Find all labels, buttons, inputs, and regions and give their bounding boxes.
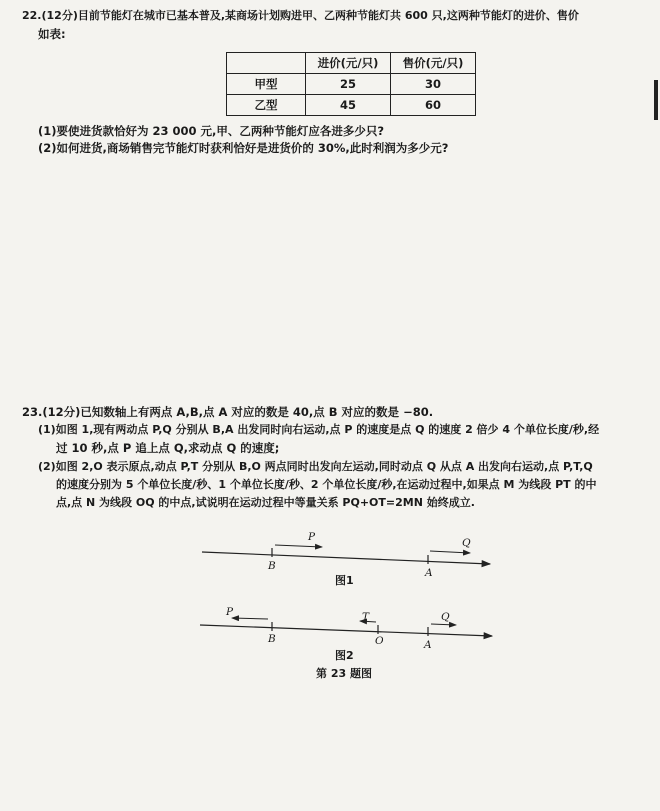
q22-title-line2: 如表:	[38, 27, 66, 41]
q23-line1: 23.(12分)已知数轴上有两点 A,B,点 A 对应的数是 40,点 B 对应的数是 −80.	[22, 405, 434, 419]
question-figure-caption: 第 23 题图	[316, 667, 372, 680]
table-cell: 30	[391, 74, 476, 95]
table-cell: 60	[391, 95, 476, 116]
table-header-cell: 进价(元/只)	[306, 53, 391, 74]
fig2-label-b: B	[268, 633, 276, 645]
fig2-label-o: O	[375, 635, 384, 647]
arrow-p-fig2	[232, 618, 268, 619]
arrow-q-fig1	[430, 551, 470, 553]
fig2-label-t: T	[362, 611, 370, 623]
q22-title-line1: 22.(12分)目前节能灯在城市已基本普及,某商场计划购进甲、乙两种节能灯共 600 只,这两种节能灯的进价、售价	[22, 9, 579, 22]
q23-line3: 过 10 秒,点 P 追上点 Q,求动点 Q 的速度;	[56, 441, 280, 455]
table-cell: 甲型	[227, 74, 306, 95]
fig2-label-q: Q	[441, 611, 450, 623]
page-edge-mark	[654, 80, 658, 120]
fig1-label-a: A	[425, 567, 433, 579]
table-cell: 乙型	[227, 95, 306, 116]
fig2-label-p: P	[226, 606, 234, 618]
table-cell: 45	[306, 95, 391, 116]
figure1-number-line	[202, 545, 490, 564]
figure1-caption: 图1	[335, 574, 354, 587]
q22-sub2: (2)如何进货,商场销售完节能灯时获利恰好是进货价的 30%,此时利润为多少元?	[38, 141, 449, 155]
q23-line4: (2)如图 2,O 表示原点,动点 P,T 分别从 B,O 两点同时出发向左运动,同时动点 Q 从点 A 出发向右运动,点 P,T,Q	[38, 460, 593, 473]
fig2-label-a: A	[424, 639, 432, 651]
fig1-label-p: P	[308, 531, 316, 543]
table-header-cell: 售价(元/只)	[391, 53, 476, 74]
fig1-label-q: Q	[462, 537, 471, 549]
table-cell: 25	[306, 74, 391, 95]
fig1-label-b: B	[268, 560, 276, 572]
q22-sub1: (1)要使进货款恰好为 23 000 元,甲、乙两种节能灯应各进多少只?	[38, 124, 385, 138]
q23-line2: (1)如图 1,现有两动点 P,Q 分别从 B,A 出发同时向右运动,点 P 的速度是点 Q 的速度 2 倍少 4 个单位长度/秒,经	[38, 423, 600, 436]
figure2-caption: 图2	[335, 649, 354, 662]
arrow-q-fig2	[431, 624, 456, 625]
q23-line5: 的速度分别为 5 个单位长度/秒、1 个单位长度/秒、2 个单位长度/秒,在运动过程中,如果点 M 为线段 PT 的中	[56, 478, 597, 491]
q23-line6: 点,点 N 为线段 OQ 的中点,试说明在运动过程中等量关系 PQ+OT=2MN 始终成立.	[56, 496, 475, 509]
arrow-p-fig1	[275, 545, 322, 547]
